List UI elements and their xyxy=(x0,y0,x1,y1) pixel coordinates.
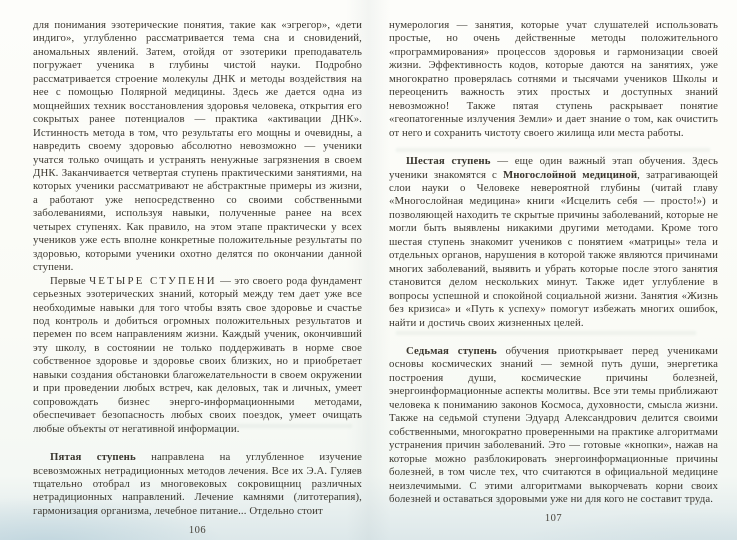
paragraph xyxy=(33,19,362,275)
page-text xyxy=(33,19,362,518)
paragraph xyxy=(389,345,718,506)
text-run: нумерология — занятия, которые учат слушателей использовать простые, но очень действенные методы положительного «программирования» процессов здоровья и гармонизации своей жизни. Эффективность кодов, которые даются на занятиях, уже многократно проверялась сотнями и тысячами учеников Школы и переоценить важность этих простых и доступных знаний невозможно! Также пятая ступень раскрывает понятие «геопатогенные излучения Земли» и дает знание о том, как очистить от него и сохранить чистоту своего жилища или места работы. xyxy=(389,19,718,139)
text-run: — еще один важный этап обучения. Здесь ученики знакомятся с xyxy=(389,155,718,181)
text-run: Многослойной медициной xyxy=(502,168,638,181)
paragraph xyxy=(33,451,362,518)
paragraph xyxy=(389,155,718,330)
text-run: Пятая ступень xyxy=(50,451,136,464)
text-run: ЧЕТЫРЕ СТУПЕНИ xyxy=(89,274,217,287)
text-run: обучения приоткрывает перед учениками основы космических знаний — земной путь души, энергетика построения души, космические причины болезней, энергоинформационные аспекты молитвы. Все эти темы приближают человека к пониманию законов Космоса, духовности, смысла жизни. Также на седьмой ступени Эдуард Александрович делится своими собственными, многократно проверенными на практике алгоритмами устранения причин заболеваний. Это — готовые «кнопки», нажав на которые можно разблокировать энергоинформационные причины болезней, в том числе тех, что считаются в официальной медицине неизлечимыми. С этими алгоритмами выкорчевать корни своих болезней и оставаться здоровыми уже ни для кого не составит труда. xyxy=(389,344,718,505)
page-number: 106 xyxy=(188,525,207,537)
text-run: направлена на углубленное изучение всевозможных нетрадиционных методов лечения. Все их Э.А. Гуляев тщательно отобрал из многовековых сокровищниц различных нетрадиционных направлений. Лечение камнями (литотерапия), гармонизация организма, лечебное питание... Отдельно стоит xyxy=(33,451,362,517)
text-run: Шестая ступень xyxy=(406,155,491,168)
text-run: — это своего рода фундамент серьезных эзотерических знаний, который между тем дает уже все необходимые навыки для того чтобы взять свое здоровье и счастье под контроль и добиться огромных положительных результатов и перемен по всем направлениям жизни. Каждый ученик, окончивший эту школу, в состоянии не только поддерживать в норме свое собственное здоровье и здоровье своих близких, но и приобретает навыки создания обстановки благожелательности в своем окружении и при проведении любых встреч, как деловых, так и личных, умеет сопровождать бизнес энерго-информационными методами, обеспечивает безопасность любых своих поездок, умеет очищать любые объекты от негативной информации. xyxy=(33,274,362,435)
page-number: 107 xyxy=(544,513,563,525)
text-run: , затрагивающей слои науки о Человеке невероятной глубины (читай главу «Многослойная медицина» книги «Исцелить себя — просто!») и позволяющей находить те скрытые причины заболеваний, которые не могли быть выявлены никакими другими методами. Кроме того шестая ступень знакомит учеников с понятием «матрицы» тела и отдельных органов, нарушения в которой также являются причинами многих заболеваний, выявить и убрать которые после этого занятия становится делом нескольких минут. Также идет углубление в вопросы успешной и спокойной социальной жизни. Занятия «Жизнь без кризиса» и «Путь к успеху» помогут избежать многих ошибок, найти и достичь своих жизненных целей. xyxy=(389,168,718,329)
paragraph xyxy=(33,275,362,436)
page-text xyxy=(389,19,718,506)
text-run: Первые xyxy=(50,274,90,287)
text-run: Седьмая ступень xyxy=(406,344,497,357)
page-right xyxy=(389,19,718,524)
paragraph xyxy=(389,19,718,140)
text-run: для понимания эзотерические понятия, такие как «эгрегор», «дети индиго», углубленно рассматривается тема сна и сновидений, аномальных явлений. Затем, отойдя от эзотерики преподаватель погружает ученика в глубины чистой науки. Подробно рассматривается строение молекулы ДНК и методы воздействия на нее с помощью Полярной медицины. Здесь же дается одна из мощнейших техник восстановления здоровья человека, открытия его сокрытых ранее потенциалов — практика «активации ДНК». Истинность метода в том, что результаты его мощны и очевидны, а навредить своему здоровью абсолютно невозможно — ученики учатся только очищать и устранять ненужные загрязнения в своем ДНК. Заканчивается четвертая ступень практическими занятиями, на которых ученики рассматривают не абстрактные примеры из жизни, а работают уже непосредственно со своими собственными заболеваниями, используя навыки, полученные ранее на всех четырех ступенях. Как правило, на этом этапе практически у всех учеников уже есть вполне конкретные положительные результаты по здоровью, которыми ученики охотно делятся по окончании данной ступени. xyxy=(33,19,362,274)
page-left xyxy=(33,19,362,536)
